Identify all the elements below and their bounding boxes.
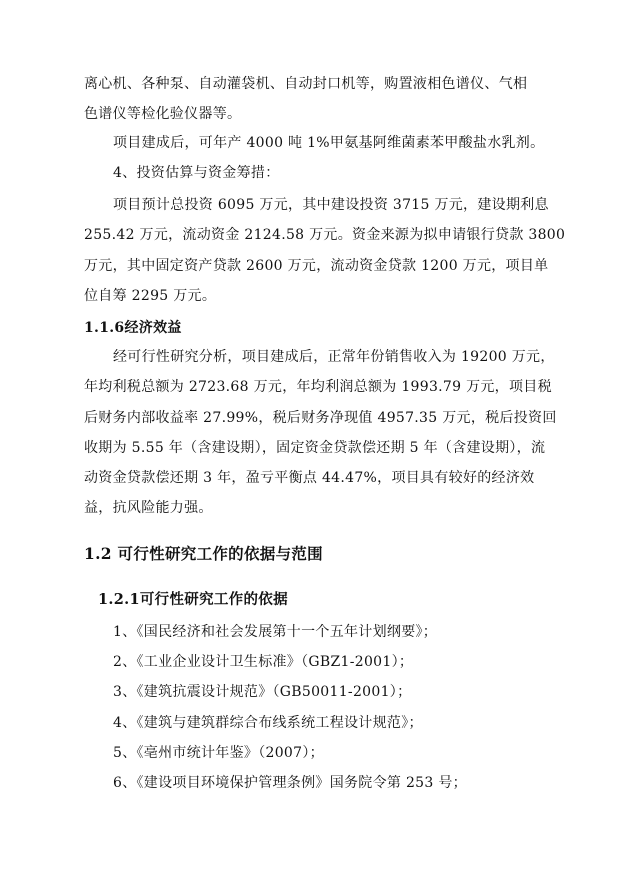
reference-item: 1、《国民经济和社会发展第十一个五年计划纲要》； (113, 624, 438, 640)
investment-line: 位自筹 2295 万元。 (84, 288, 217, 304)
reference-item: 5、《亳州市统计年鉴》（2007）； (113, 745, 324, 761)
investment-line: 项目预计总投资 6095 万元，其中建设投资 3715 万元，建设期利息 (113, 197, 549, 213)
economic-benefit-line: 益，抗风险能力强。 (84, 500, 213, 516)
section-heading-1-1-6: 1.1.6经济效益 (84, 320, 182, 336)
economic-benefit-line: 经可行性研究分析，项目建成后，正常年份销售收入为 19200 万元， (113, 349, 555, 365)
reference-item: 4、《建筑与建筑群综合布线系统工程设计规范》； (113, 715, 423, 731)
reference-item: 3、《建筑抗震设计规范》（GB50011-2001）； (113, 684, 412, 700)
economic-benefit-line: 年均利税总额为 2723.68 万元，年均利润总额为 1993.79 万元，项目税 (84, 379, 552, 395)
reference-item: 2、《工业企业设计卫生标准》（GBZ1-2001）； (113, 654, 414, 670)
economic-benefit-line: 动资金贷款偿还期 3 年，盈亏平衡点 44.47%，项目具有较好的经济效 (84, 470, 535, 486)
investment-line: 255.42 万元，流动资金 2124.58 万元。资金来源为拟申请银行贷款 3800 (84, 227, 566, 243)
section-heading-1-2: 1.2 可行性研究工作的依据与范围 (84, 544, 323, 563)
reference-item: 6、《建设项目环境保护管理条例》国务院令第 253 号； (113, 775, 467, 791)
section-heading-1-2-1: 1.2.1可行性研究工作的依据 (98, 591, 288, 608)
equipment-line-2: 色谱仪等检化验仪器等。 (84, 106, 242, 122)
economic-benefit-line: 后财务内部收益率 27.99%，税后财务净现值 4957.35 万元，税后投资回 (84, 410, 557, 426)
capacity-line: 项目建成后，可年产 4000 吨 1%甲氨基阿维菌素苯甲酸盐水乳剂。 (113, 135, 545, 151)
investment-heading: 4、投资估算与资金筹措： (113, 165, 280, 181)
investment-line: 万元，其中固定资产贷款 2600 万元，流动资金贷款 1200 万元，项目单 (84, 258, 549, 274)
equipment-line-1: 离心机、各种泵、自动灌袋机、自动封口机等，购置液相色谱仪、气相 (84, 76, 528, 92)
economic-benefit-line: 收期为 5.55 年（含建设期），固定资金贷款偿还期 5 年（含建设期），流 (84, 440, 546, 456)
